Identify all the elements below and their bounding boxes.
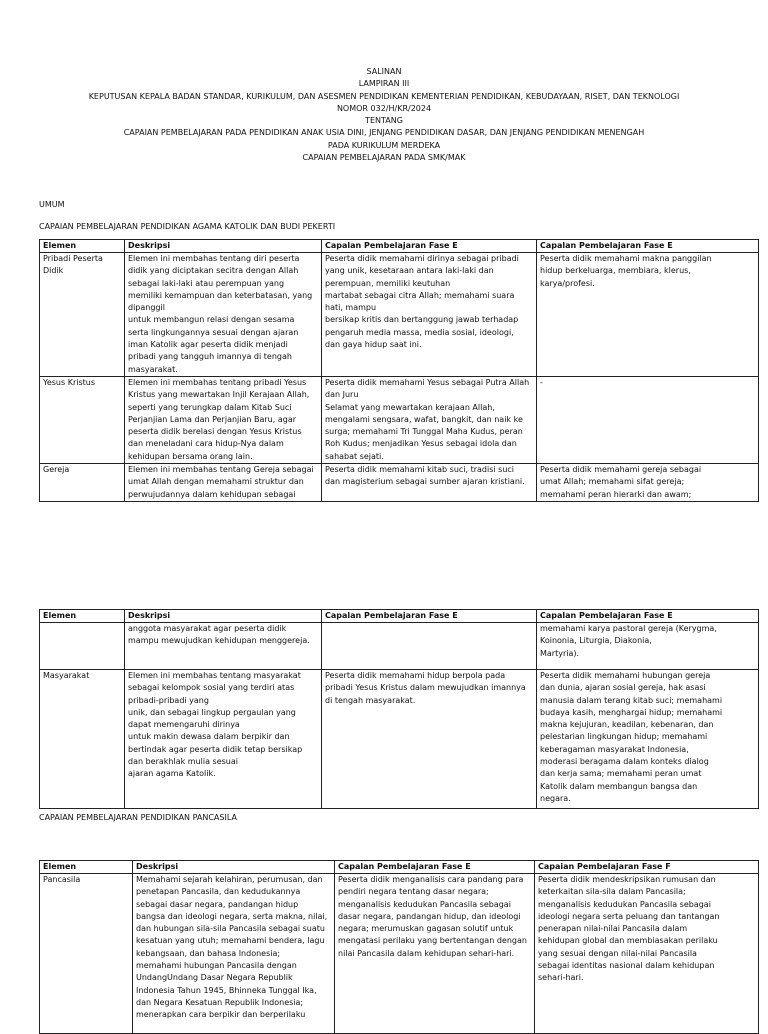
cell-text-line: kehidupan global dan membiasakan perilaku (538, 936, 718, 946)
cell-text-line: Katolik dalam membangun bangsa dan (540, 781, 698, 791)
table-header-row (40, 240, 759, 253)
cell-fase-e (335, 874, 535, 1034)
katolik-table-part1 (39, 239, 759, 502)
cell-text-line: umat Allah dengan memahami struktur dan (128, 477, 304, 487)
cell-text-line: yang sesuai dengan nilai-nilai Pancasila (538, 948, 697, 958)
cell-text-line: dan meneladani cara hidup-Nya dalam (128, 439, 284, 449)
cell-text-line: pengaruh media massa, media sosial, ideologi, (325, 327, 514, 337)
cell-text-line: serta lingkungannya sesuai dengan ajaran (128, 327, 299, 337)
cell-elemen (40, 377, 125, 464)
cell-text-line: memiliki kemampuan dan keterbatasan, yang (128, 290, 313, 300)
cell-text-line: keberagaman masyarakat Indonesia, (540, 744, 689, 754)
cell-text-line: Elemen ini membahas tentang Gereja sebagai (128, 465, 314, 475)
cell-text-line: makna kejujuran, keadilan, kebenaran, dan (540, 720, 714, 730)
cell-text-line: sehari-hari. (538, 973, 584, 983)
cell-elemen (40, 253, 125, 377)
cell-text-line: dipanggil (128, 303, 165, 313)
cell-text-line: dan dunia, ajaran sosial gereja, hak asasi (540, 683, 706, 693)
cell-fase-e2 (537, 623, 759, 670)
cell-text-line: memahami peran hierarki dan awam; (540, 489, 692, 499)
cell-text-line: mampu mewujudkan kehidupan menggereja. (128, 636, 310, 646)
cell-fase-e1 (322, 377, 537, 464)
cell-text-line: untuk makin dewasa dalam berpikir dan (128, 732, 290, 742)
column-header-elemen: Elemen (40, 861, 133, 874)
header-kurikulum: PADA KURIKULUM MERDEKA (327, 140, 441, 150)
column-header-fase-f: Capaian Pembelajaran Fase F (535, 861, 759, 874)
cell-text-line: pribadi Yesus Kristus dalam mewujudkan imannya (325, 683, 526, 693)
cell-text-line: UndangUndang Dasar Negara Republik (136, 973, 293, 983)
column-header-elemen: Elemen (40, 240, 125, 253)
cell-text-line: perwujudannya dalam kehidupan sebagai (128, 489, 296, 499)
cell-text-line: Roh Kudus; menjadikan Yesus sebagai idola dan (325, 439, 517, 449)
cell-text-line: Peserta didik menganalisis cara pandang para (338, 875, 524, 884)
cell-text-line: nilai Pancasila dalam kehidupan sehari-hari. (338, 948, 515, 958)
cell-text-line: keterkaitan sila-sila dalam Pancasila; (538, 887, 686, 897)
cell-text-line: dan hubungan sila-sila Pancasila sebagai suatu (136, 924, 325, 934)
cell-text-line: Yesus Kristus (43, 378, 95, 387)
cell-elemen (40, 874, 133, 1034)
cell-text-line: Pancasila (43, 875, 81, 884)
column-header-elemen: Elemen (40, 610, 125, 623)
cell-text-line: Peserta didik memahami gereja sebagai (540, 465, 702, 475)
cell-elemen (40, 464, 125, 502)
cell-text-line: mengalami sengsara, wafat, bangkit, dan naik ke (325, 414, 523, 424)
column-header-deskripsi: Deskripsi (125, 610, 322, 623)
cell-text-line: Selamat yang mewartakan kerajaan Allah, (325, 402, 495, 412)
cell-deskripsi (125, 623, 322, 670)
cell-text-line: Elemen ini membahas tentang masyarakat (128, 671, 301, 680)
cell-text-line: sebagai identitas nasional dalam kehidupan (538, 961, 715, 971)
cell-fase-e2 (537, 377, 759, 464)
cell-text-line: masyarakat. (128, 364, 178, 374)
cell-text-line: - (540, 378, 543, 387)
header-smk: CAPAIAN PEMBELAJARAN PADA SMK/MAK (302, 153, 466, 163)
cell-text-line: martabat sebagai citra Allah; memahami suara (325, 290, 515, 300)
cell-deskripsi (125, 670, 322, 809)
cell-text-line: sebagai laki-laki atau perempuan yang (128, 278, 285, 288)
section-agama-katolik: CAPAIAN PEMBELAJARAN PENDIDIKAN AGAMA KATOLIK DAN BUDI PEKERTI (39, 222, 336, 231)
section-pancasila: CAPAIAN PEMBELAJARAN PENDIDIKAN PANCASILA (39, 813, 237, 822)
cell-text-line: menganalisis kedudukan Pancasila sebagai (338, 899, 511, 909)
cell-text-line: Peserta didik mendeskripsikan rumusan dan (538, 875, 716, 884)
cell-deskripsi (125, 253, 322, 377)
table-row (40, 464, 759, 502)
cell-text-line: penetapan Pancasila, dan kedudukannya (136, 887, 301, 897)
cell-text-line: sahabat sejati. (325, 451, 384, 461)
header-keputusan: KEPUTUSAN KEPALA BADAN STANDAR, KURIKULUM, DAN ASESMEN PENDIDIKAN KEMENTERIAN PENDIDIKAN, KEBUDAYAAN, RISET, DAN TEKNOLOGI (88, 91, 680, 101)
cell-text-line: Peserta didik memahami hubungan gereja (540, 671, 711, 680)
cell-deskripsi (125, 464, 322, 502)
cell-text-line: hati, mampu (325, 303, 377, 313)
table-header-row (40, 610, 759, 623)
cell-text-line: pendiri negara tentang dasar negara; (338, 887, 489, 897)
cell-text-line: bertindak agar peserta didik tetap bersikap (128, 744, 303, 754)
cell-text-line: Elemen ini membahas tentang diri peserta (128, 254, 300, 263)
header-tentang: TENTANG (365, 116, 403, 126)
cell-text-line: penerapan nilai-nilai Pancasila dalam (538, 924, 688, 934)
cell-text-line: Martyria). (540, 648, 580, 658)
cell-text-line: bersikap kritis dan bertanggung jawab terhadap (325, 315, 519, 325)
cell-text-line: pribadi-pribadi yang (128, 695, 209, 705)
column-header-fase-e-2: Capalan Pembelajaran Fase E (537, 240, 759, 253)
cell-text-line: anggota masyarakat agar peserta didik (128, 624, 287, 633)
cell-text-line: negara. (540, 793, 571, 803)
cell-text-line: budaya kasih, menghargai hidup; memahami (540, 707, 723, 717)
cell-deskripsi (133, 874, 335, 1034)
cell-text-line: kebangsaan, dan bahasa Indonesia; (136, 948, 281, 958)
cell-text-line: memahami karya pastoral gereja (Kerygma, (540, 624, 717, 633)
cell-text-line: mengatasi perilaku yang bertentangan dengan (338, 936, 527, 946)
cell-text-line: moderasi beragama dalam konteks dialog (540, 757, 709, 767)
cell-fase-e2 (537, 670, 759, 809)
cell-text-line: menganalisis kedudukan Pancasila sebagai (538, 899, 711, 909)
cell-text-line: bangsa dan ideologi negara, serta makna, nilai, (136, 911, 328, 921)
column-header-fase-e: Capalan Pembelajaran Fase E (335, 861, 535, 874)
cell-text-line: Memahami sejarah kelahiran, perumusan, dan (136, 875, 323, 884)
header-nomor: NOMOR 032/H/KR/2024 (336, 103, 432, 113)
cell-text-line: Koinonia, Liturgia, Diakonia, (540, 636, 652, 646)
table-row (40, 253, 759, 377)
cell-text-line: Pribadi Peserta (43, 254, 103, 263)
cell-text-line: Peserta didik memahami dirinya sebagai pribadi (325, 254, 519, 263)
cell-text-line: dasar negara, pandangan hidup, dan ideologi (338, 911, 521, 921)
cell-text-line: Masyarakat (43, 671, 90, 680)
cell-elemen (40, 670, 125, 809)
cell-text-line: dan Juru (325, 390, 359, 400)
cell-text-line: dapat memengaruhi dirinya (128, 720, 240, 730)
cell-text-line: Indonesia Tahun 1945, Bhinneka Tunggal Ika, (136, 985, 317, 995)
pancasila-table (39, 860, 759, 1034)
cell-text-line: karya/profesi. (540, 278, 595, 288)
cell-elemen (40, 623, 125, 670)
cell-text-line: sebagai kelompok sosial yang terdiri atas (128, 683, 295, 693)
cell-text-line: negara; merumuskan gagasan solutif untuk (338, 924, 514, 934)
section-umum: UMUM (39, 200, 65, 209)
column-header-deskripsi: Deskripsi (133, 861, 335, 874)
cell-fase-e1 (322, 464, 537, 502)
cell-text-line: memahami hubungan Pancasila dengan (136, 961, 297, 971)
cell-fase-e2 (537, 253, 759, 377)
column-header-fase-e: Capalan Pembelajaran Fase E (322, 240, 537, 253)
table-row (40, 623, 759, 670)
cell-text-line: Didik (43, 266, 64, 276)
table-row (40, 874, 759, 1034)
cell-text-line: Peserta didik memahami makna panggilan (540, 254, 712, 263)
cell-fase-e1 (322, 670, 537, 809)
cell-deskripsi (125, 377, 322, 464)
cell-text-line: dan magisterium sebagai sumber ajaran kristiani. (325, 477, 525, 487)
cell-text-line: seperti yang terungkap dalam Kitab Suci (128, 402, 292, 412)
cell-text-line: yang unik, kesetaraan antara laki-laki dan (325, 266, 494, 276)
cell-text-line: dan gaya hidup saat ini. (325, 340, 422, 350)
document-header (0, 66, 768, 164)
cell-text-line: dan kerja sama; memahami peran umat (540, 769, 702, 779)
cell-text-line: unik, dan sebagai lingkup pergaulan yang (128, 707, 296, 717)
cell-text-line: dan Negara Kesatuan Republik Indonesia; (136, 997, 304, 1007)
cell-text-line: sebagai dasar negara, pandangan hidup (136, 899, 299, 909)
cell-fase-e1 (322, 253, 537, 377)
cell-text-line: peserta didik berelasi dengan Yesus Kristus (128, 427, 302, 437)
cell-text-line: ajaran agama Katolik. (128, 769, 216, 779)
header-capaian: CAPAIAN PEMBELAJARAN PADA PENDIDIKAN ANAK USIA DINI, JENJANG PENDIDIKAN DASAR, DAN JENJANG PENDIDIKAN MENENGAH (123, 128, 645, 138)
cell-text-line: dan berakhlak mulia sesuai (128, 757, 238, 767)
cell-text-line: Peserta didik memahami Yesus sebagai Putra Allah (325, 378, 530, 387)
katolik-table-part2 (39, 609, 759, 809)
cell-text-line: umat Allah; memahami sifat gereja; (540, 477, 685, 487)
cell-text-line: kehidupan bersama orang lain. (128, 451, 253, 461)
table-row (40, 377, 759, 464)
cell-text-line: hidup berkeluarga, membiara, klerus, (540, 266, 691, 276)
cell-text-line: pelestarian lingkungan hidup; memahami (540, 732, 708, 742)
column-header-fase-e-2: Capalan Pembelajaran Fase E (537, 610, 759, 623)
cell-text-line: Kristus yang mewartakan Injil Kerajaan Allah, (128, 390, 310, 400)
cell-text-line: perempuan, memiliki keutuhan (325, 278, 451, 288)
table-header-row (40, 861, 759, 874)
cell-text-line: Perjanjian Lama dan Perjanjian Baru, agar (128, 414, 297, 424)
cell-text-line: surga; memahami Tri Tunggal Maha Kudus, peran (325, 427, 523, 437)
cell-text-line: kesatuan yang utuh; memahami bendera, lagu (136, 936, 325, 946)
cell-text-line: pribadi yang tangguh imannya di tengah (128, 352, 292, 362)
cell-text-line: manusia dalam terang kitab suci; memahami (540, 695, 723, 705)
cell-text-line: Elemen ini membahas tentang pribadi Yesus (128, 378, 307, 387)
table-row (40, 670, 759, 809)
cell-text-line: didik yang diciptakan secitra dengan Allah (128, 266, 299, 276)
header-salinan: SALINAN (366, 67, 402, 76)
cell-text-line: di tengah masyarakat. (325, 695, 416, 705)
cell-fase-e2 (537, 464, 759, 502)
cell-text-line: menerapkan cara berpikir dan berperilaku (136, 1010, 306, 1020)
cell-text-line: iman Katolik agar peserta didik menjadi (128, 340, 288, 350)
column-header-deskripsi: Deskripsi (125, 240, 322, 253)
cell-text-line: Gereja (43, 465, 70, 475)
header-lampiran: LAMPIRAN III (358, 79, 410, 89)
cell-text-line: Peserta didik memahami hidup berpola pada (325, 671, 506, 680)
column-header-fase-e: Capalan Pembelajaran Fase E (322, 610, 537, 623)
cell-text-line: Peserta didik memahami kitab suci, tradisi suci (325, 465, 515, 475)
cell-text-line: untuk membangun relasi dengan sesama (128, 315, 295, 325)
cell-fase-e1 (322, 623, 537, 670)
cell-fase-f (535, 874, 759, 1034)
cell-text-line: ideologi negara serta peluang dan tantangan (538, 911, 720, 921)
